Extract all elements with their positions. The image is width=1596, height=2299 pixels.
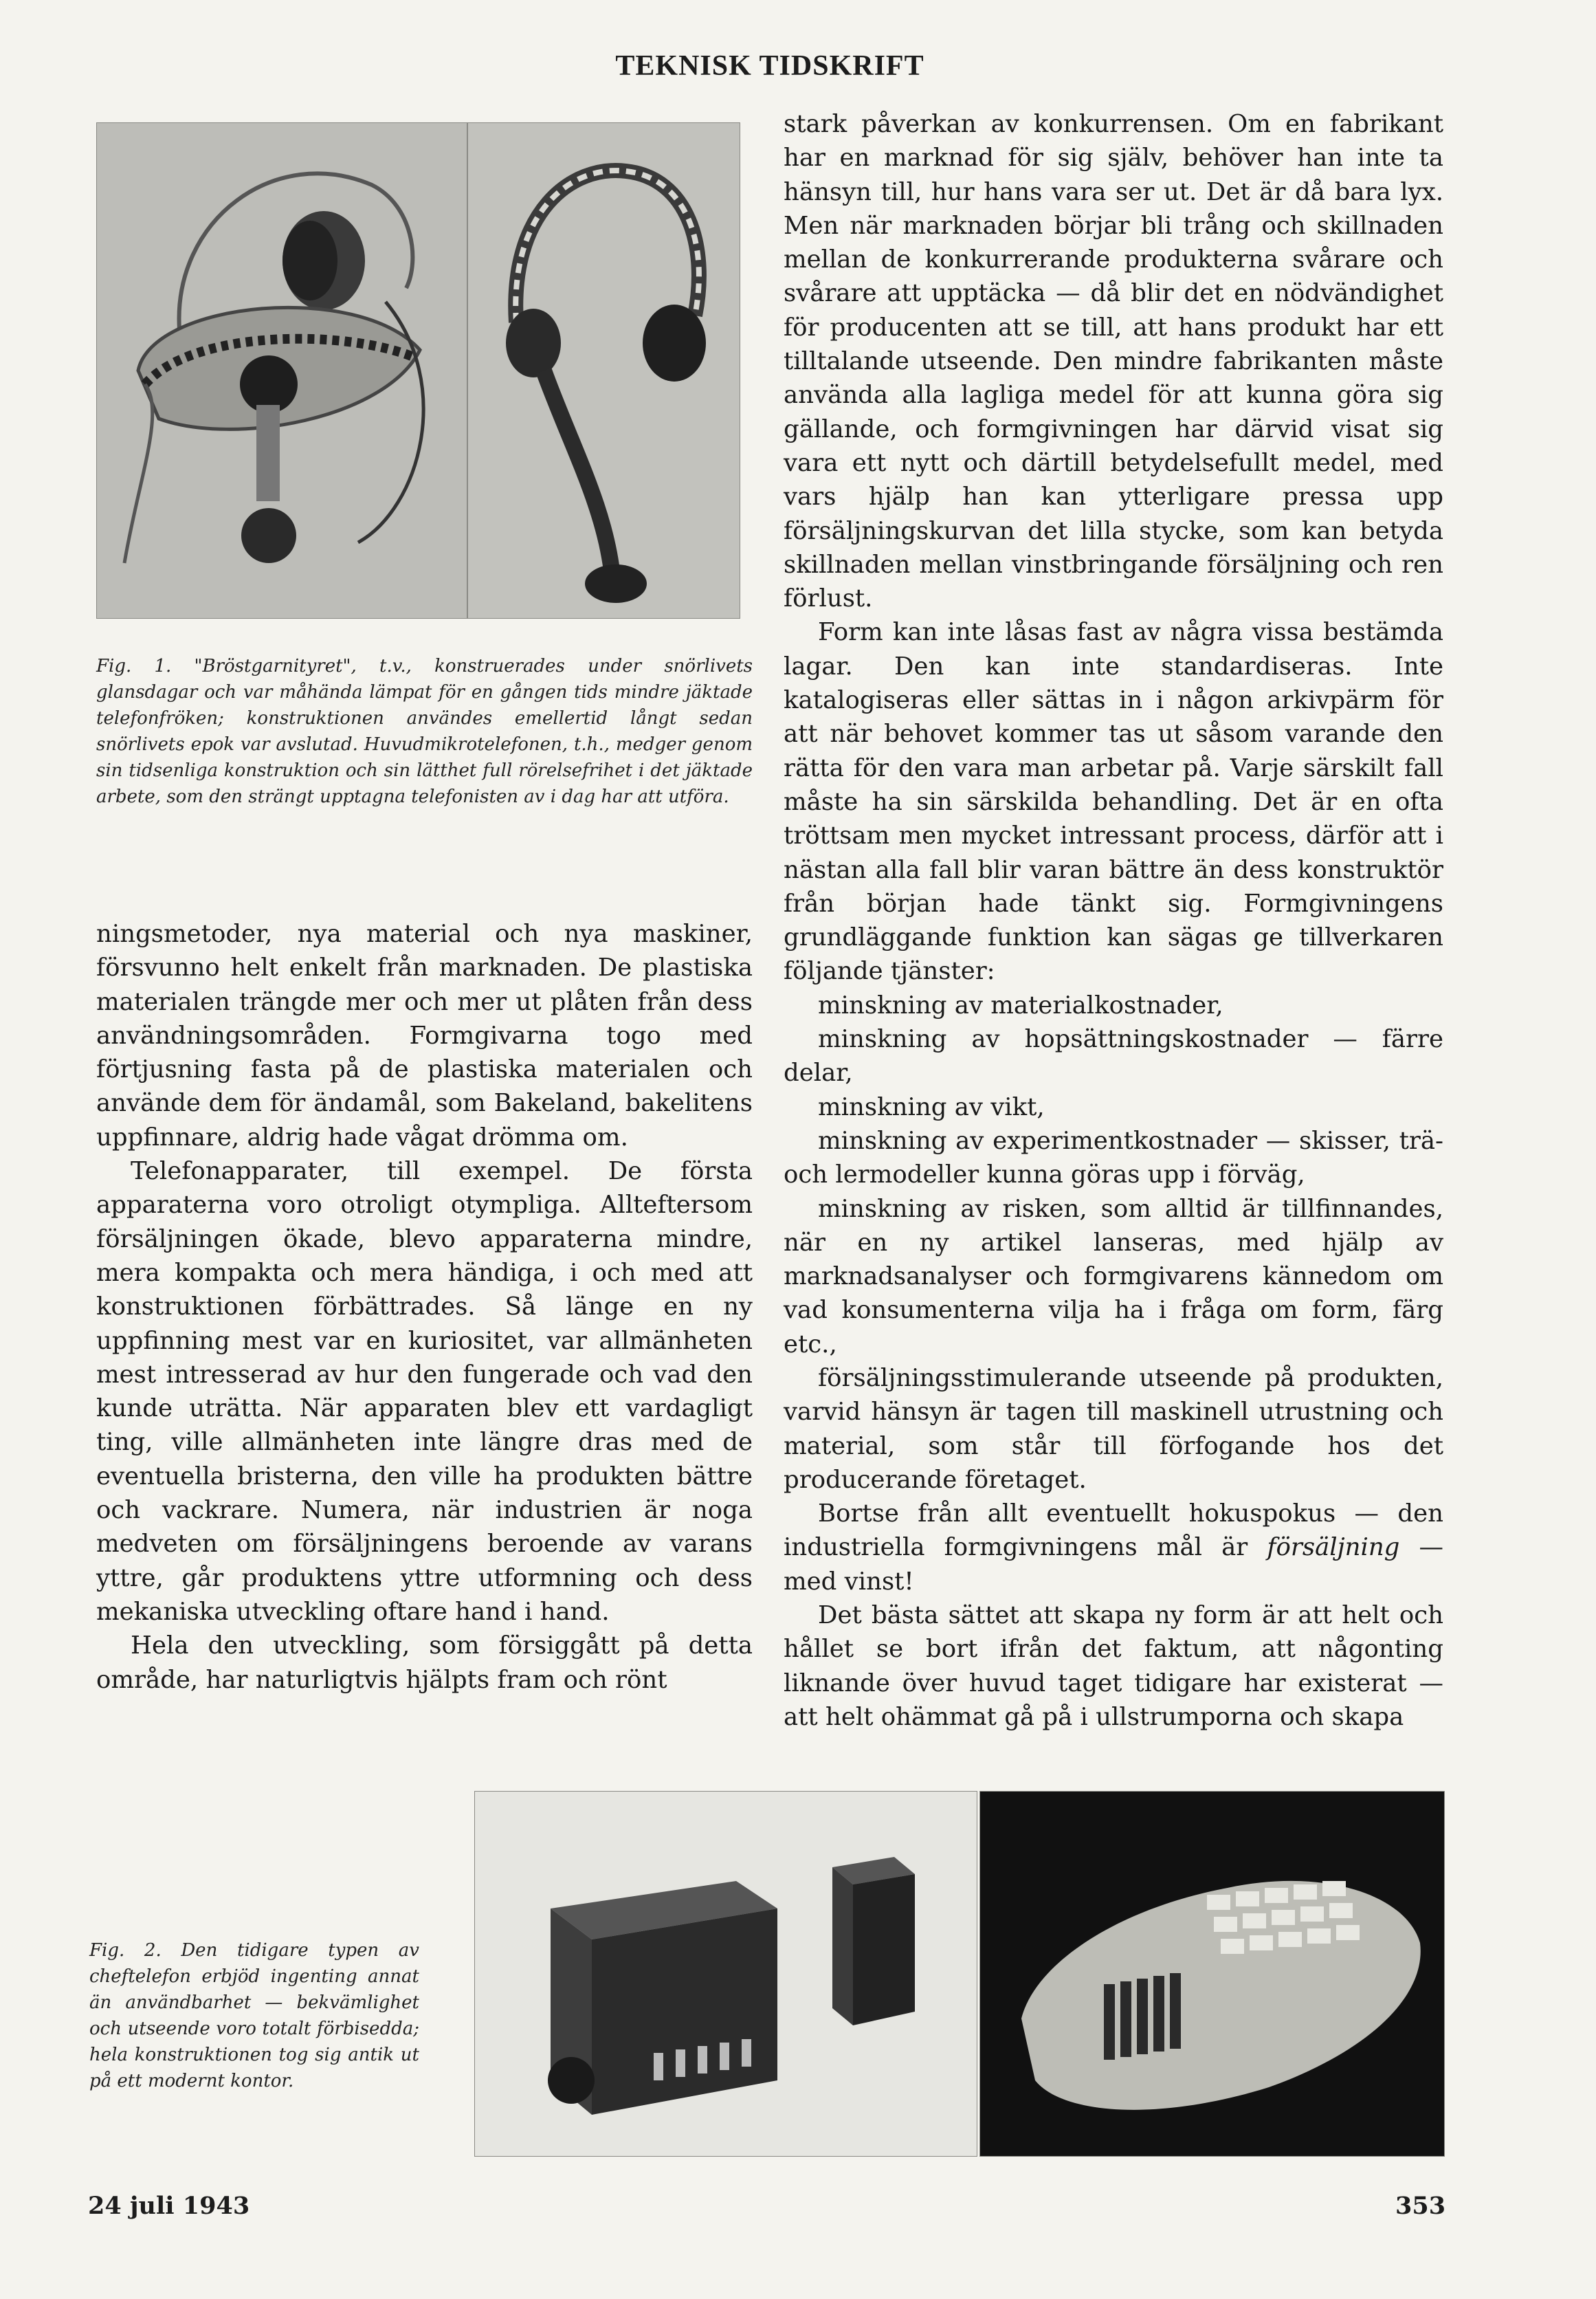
page-number: 353 (1395, 2192, 1446, 2220)
list-item: minskning av hopsättningskostnader — färre delar, (784, 1025, 1443, 1088)
fig2-photo-left (474, 1791, 977, 2157)
list-item: försäljningsstimulerande utseende på produkten, varvid hänsyn är tagen till maskinell utrustning och material, som står till förfogande hos det producerande företaget. (784, 1363, 1443, 1494)
list-item: minskning av vikt, (818, 1092, 1045, 1121)
p3-text-after: — med vinst! (784, 1533, 1444, 1596)
fig2-photo-right (979, 1791, 1445, 2157)
left-paragraph-2: Telefonapparater, till exempel. De första apparaterna voro otroligt otympliga. Allteftersom försäljningen ökade, blevo apparaterna mindre, mera kompakta och mera händiga, i och med att konstruktionen förbättrades. Så länge en ny uppfinning mest var en kuriositet, var allmänheten mest intresserad av hur den fungerade och vad den kunde uträtta. När apparaten blev ett vardagligt ting, ville allmänheten inte längre dras med de eventuella bristerna, den ville ha produkten bättre och vackrare. Numera, när industrien är noga medveten om försäljningens beroende av varans yttre, går produktens yttre utformning och dess mekaniska utveckling oftare hand i hand. (96, 1157, 753, 1626)
fig2-caption: Fig. 2. Den tidigare typen av cheftelefon erbjöd ingenting annat än användbarhet — bekvämlighet och utseende voro totalt förbisedda; hela konstruktionen tog sig antik ut på ett modernt kontor. (89, 1940, 419, 2091)
fig1-photo-right (467, 122, 740, 619)
list-item: minskning av risken, som alltid är tillfinnandes, när en ny artikel lanseras, med hjälp av marknadsanalyser och formgivarens kännedom om vad konsumenterna vilja ha i fråga om form, färg etc., (784, 1194, 1443, 1358)
left-paragraph-1: ningsmetoder, nya material och nya maskiner, försvunno helt enkelt från marknaden. De plastiska materialen trängde mer och mer ut plåten från dess användningsområden. Formgivarna togo med förtjusning fasta på de plastiska materialen och använde dem för ändamål, som Bakeland, bakelitens uppfinnare, aldrig hade vågat drömma om. (96, 920, 753, 1152)
left-column (96, 917, 753, 1697)
p3-emphasis: försäljning (1267, 1533, 1400, 1562)
list-item: minskning av materialkostnader, (818, 991, 1223, 1020)
fig1-photo-left (96, 122, 467, 619)
right-paragraph-1: stark påverkan av konkurrensen. Om en fabrikant har en marknad för sig själv, behöver han inte ta hänsyn till, hur hans vara ser ut. Det är då bara lyx. Men när marknaden börjar bli trång och skillnaden mellan de konkurrerande produkterna svårare och svårare att upptäcka — då blir det en nödvändighet för producenten att se till, att hans produkt har ett tilltalande utseende. Den mindre fabrikanten måste använda alla lagliga medel för att kunna göra sig gällande, och formgivningen har därvid visat sig vara ett nytt och därtill betydelsefullt medel, med vars hjälp han kan ytterligare pressa upp försäljningskurvan det lilla stycke, som kan betyda skillnaden mellan vinstbringande försäljning och ren förlust. (784, 110, 1443, 613)
right-paragraph-4: Det bästa sättet att skapa ny form är att helt och hållet se bort ifrån det faktum, att någonting liknande över huvud taget tidigare har existerat — att helt ohämmat gå på i ullstrumporna och skapa (784, 1601, 1443, 1731)
right-column (784, 107, 1443, 1734)
left-paragraph-3: Hela den utveckling, som försiggått på detta område, har naturligtvis hjälpts fram och rönt (96, 1631, 753, 1694)
right-paragraph-3 (784, 1497, 1443, 1598)
running-header: TEKNISK TIDSKRIFT (615, 50, 924, 82)
p3-text-before: Bortse från allt eventuellt hokuspokus — den industriella formgivningens mål är (784, 1499, 1443, 1562)
right-paragraph-2: Form kan inte låsas fast av några vissa bestämda lagar. Den kan inte standardiseras. Inte katalogiseras eller sättas in i någon arkivpärm för att när behovet kommer tas ut såsom varande den rätta för den vara man arbetar på. Varje särskilt fall måste ha sin särskilda behandling. Det är en ofta tröttsam men mycket intressant process, därför att i nästan alla fall blir varan bättre än dess konstruktör från början hade tänkt sig. Formgivningens grundläggande funktion kan sägas ge tillverkaren följande tjänster: (784, 618, 1443, 986)
fig1-caption: Fig. 1. "Bröstgarnityret", t.v., konstruerades under snörlivets glansdagar och var måhända lämpat för en gången tids mindre jäktade telefonfröken; konstruktionen användes emellertid långt sedan snörlivets epok var avslutad. Huvudmikrotelefonen, t.h., medger genom sin tidsenliga konstruktion och sin lätthet full rörelsefrihet i det jäktade arbete, som den strängt upptagna telefonisten av i dag har att utföra. (96, 656, 753, 807)
footer-date: 24 juli 1943 (88, 2192, 250, 2220)
list-item: minskning av experimentkostnader — skisser, trä- och lermodeller kunna göras upp i förväg, (784, 1126, 1443, 1189)
